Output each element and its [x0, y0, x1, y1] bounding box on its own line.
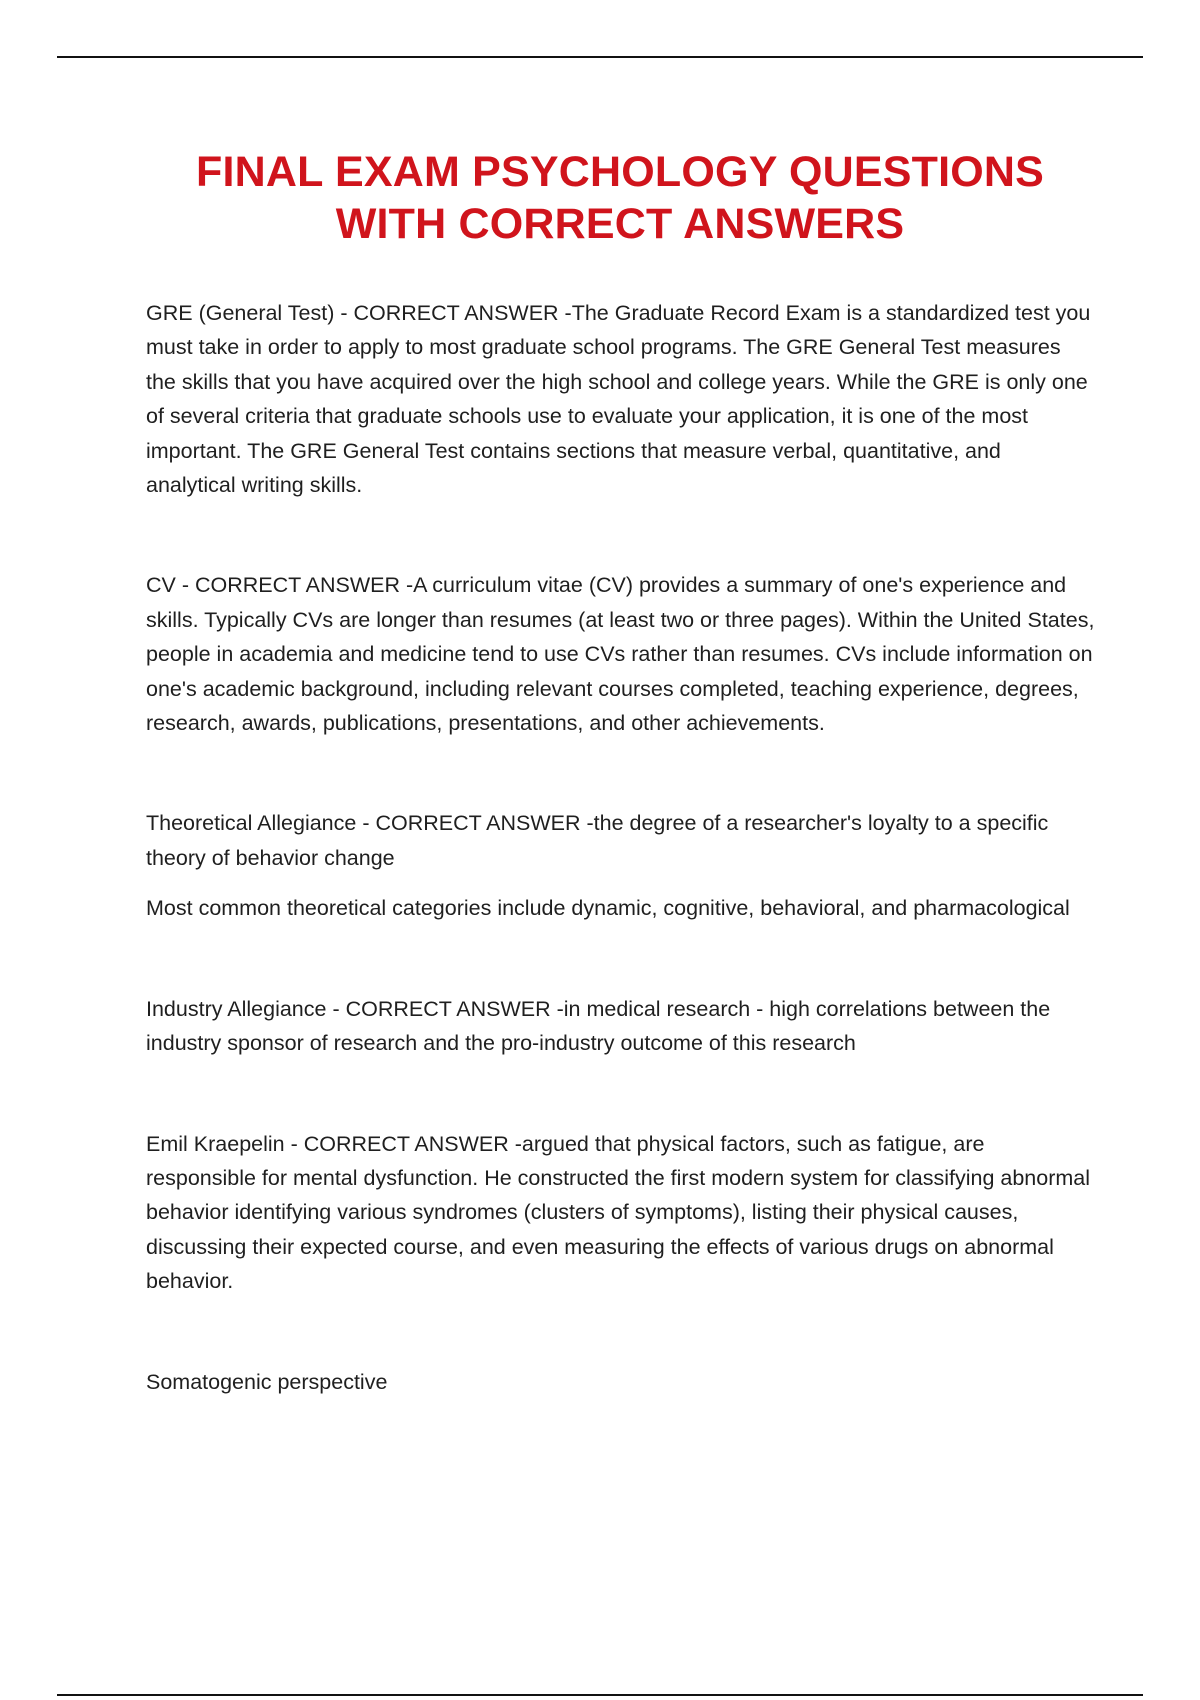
title-line-1: FINAL EXAM PSYCHOLOGY QUESTIONS — [196, 148, 1044, 196]
document-body — [146, 296, 1096, 1399]
entry-gre: GRE (General Test) - CORRECT ANSWER -The Graduate Record Exam is a standardized test you must take in order to apply to most graduate school programs. The GRE General Test measures the skills that you have acquired over the high school and college years. While the GRE is only one of several criteria that graduate schools use to evaluate your application, it is one of the most important. The GRE General Test contains sections that measure verbal, quantitative, and analytical writing skills. — [146, 301, 1091, 498]
bottom-rule — [57, 1694, 1143, 1696]
entry-industry-allegiance: Industry Allegiance - CORRECT ANSWER -in medical research - high correlations between the industry sponsor of research and the pro-industry outcome of this research — [146, 996, 1051, 1056]
entry-cv: CV - CORRECT ANSWER -A curriculum vitae (CV) provides a summary of one's experience and skills. Typically CVs are longer than resumes (at least two or three pages). Within the United States, people in academia and medicine tend to use CVs rather than resumes. CVs include information on one's academic background, including relevant courses completed, teaching experience, degrees, research, awards, publications, presentations, and other achievements. — [146, 573, 1095, 736]
entry-emil-kraepelin: Emil Kraepelin - CORRECT ANSWER -argued that physical factors, such as fatigue, are responsible for mental dysfunction. He constructed the first modern system for classifying abnormal behavior identifying various syndromes (clusters of symptoms), listing their physical causes, discussing their expected course, and even measuring the effects of various drugs on abnormal behavior. — [146, 1131, 1091, 1294]
entry-theoretical-categories: Most common theoretical categories include dynamic, cognitive, behavioral, and pharmacological — [146, 896, 1070, 921]
title-line-2: WITH CORRECT ANSWERS — [335, 200, 905, 248]
entry-somatogenic-perspective: Somatogenic perspective — [146, 1369, 388, 1394]
document-title — [100, 146, 1140, 250]
top-rule — [57, 56, 1143, 58]
entry-theoretical-allegiance: Theoretical Allegiance - CORRECT ANSWER -the degree of a researcher's loyalty to a specific theory of behavior change — [146, 811, 1049, 870]
